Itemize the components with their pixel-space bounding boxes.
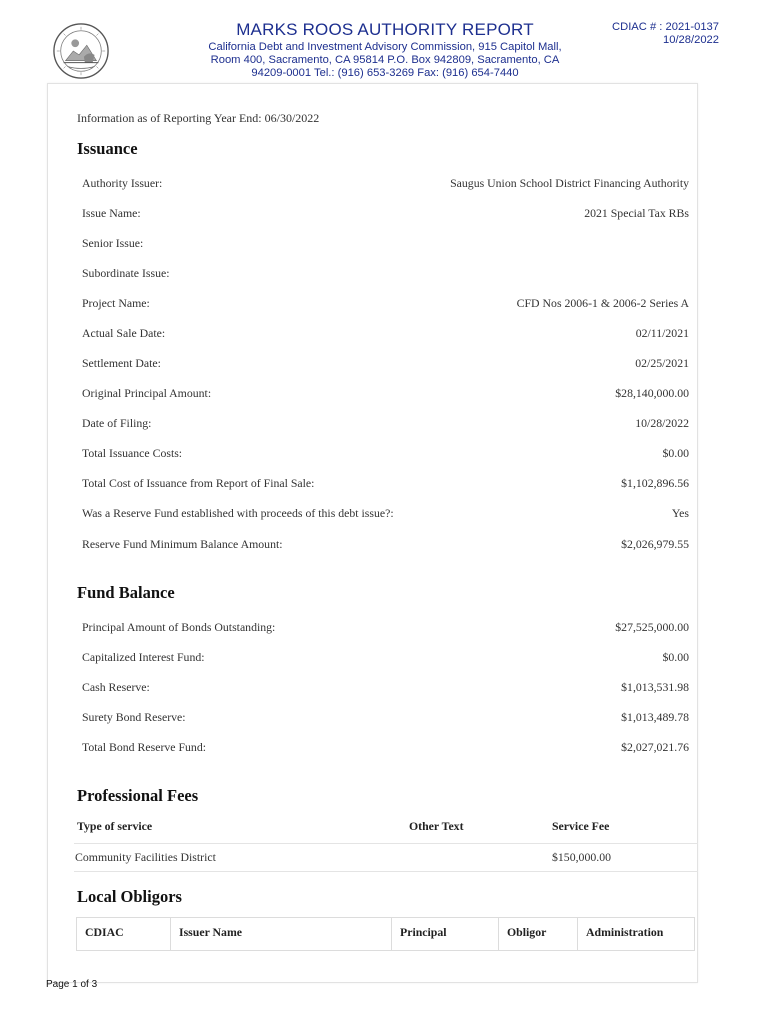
fee-amount-cell: $150,000.00 xyxy=(552,850,611,864)
row-label: Date of Filing: xyxy=(82,416,152,430)
row-label: Total Bond Reserve Fund: xyxy=(82,740,207,754)
row-value: 02/25/2021 xyxy=(635,356,689,370)
row-label: Project Name: xyxy=(82,296,150,310)
row-label: Principal Amount of Bonds Outstanding: xyxy=(82,620,276,634)
row-value: CFD Nos 2006-1 & 2006-2 Series A xyxy=(516,296,689,310)
address-line: California Debt and Investment Advisory Commission, 915 Capitol Mall, xyxy=(208,41,562,53)
issuance-row xyxy=(82,266,689,282)
fund-balance-row xyxy=(82,740,689,756)
row-label: Capitalized Interest Fund: xyxy=(82,650,205,664)
row-label: Reserve Fund Minimum Balance Amount: xyxy=(82,537,283,551)
issuance-heading: Issuance xyxy=(77,139,138,158)
report-meta xyxy=(612,21,719,47)
row-value: $27,525,000.00 xyxy=(615,620,689,634)
address-line: Room 400, Sacramento, CA 95814 P.O. Box 942809, Sacramento, CA xyxy=(210,54,560,67)
row-value: Saugus Union School District Financing Authority xyxy=(450,176,689,190)
row-value: $1,102,896.56 xyxy=(621,476,689,490)
address-line: 94209-0001 Tel.: (916) 653-3269 Fax: (916) 654-7440 xyxy=(251,67,519,80)
row-value: $2,026,979.55 xyxy=(621,537,689,551)
reporting-year-end: Information as of Reporting Year End: 06/30/2022 xyxy=(77,111,320,125)
california-seal-logo xyxy=(52,22,110,80)
fund-balance-heading: Fund Balance xyxy=(77,583,175,602)
column-header-issuer-name: Issuer Name xyxy=(171,918,392,950)
column-header-obligor: Obligor xyxy=(499,918,578,950)
row-value: $1,013,531.98 xyxy=(621,680,689,694)
row-label: Issue Name: xyxy=(82,206,141,220)
column-header-other-text: Other Text xyxy=(409,819,464,833)
local-obligors-table xyxy=(76,917,695,951)
row-value: $2,027,021.76 xyxy=(621,740,689,754)
issuance-row xyxy=(82,176,689,192)
row-label: Subordinate Issue: xyxy=(82,266,170,280)
row-label: Total Cost of Issuance from Report of Final Sale: xyxy=(82,476,315,490)
report-date: 10/28/2022 xyxy=(663,34,719,46)
column-header-principal: Principal xyxy=(392,918,499,950)
report-title: MARKS ROOS AUTHORITY REPORT xyxy=(236,20,534,39)
row-label: Settlement Date: xyxy=(82,356,161,370)
row-value: 10/28/2022 xyxy=(635,416,689,430)
row-value: $0.00 xyxy=(662,650,689,664)
issuance-row xyxy=(82,296,689,312)
issuance-row xyxy=(82,476,689,492)
professional-fees-heading: Professional Fees xyxy=(77,786,199,805)
row-label: Actual Sale Date: xyxy=(82,326,166,340)
issuance-row xyxy=(82,356,689,372)
issuance-row xyxy=(82,206,689,222)
fund-balance-row xyxy=(82,710,689,726)
local-obligors-heading: Local Obligors xyxy=(77,887,182,906)
issuance-row xyxy=(82,236,689,252)
issuance-row xyxy=(82,416,689,432)
column-header-administration: Administration xyxy=(586,925,664,939)
fund-balance-row xyxy=(82,680,689,696)
cdiac-number: CDIAC # : 2021-0137 xyxy=(612,21,719,33)
page-number: Page 1 of 3 xyxy=(46,979,98,990)
row-label: Was a Reserve Fund established with proceeds of this debt issue?: xyxy=(82,506,394,520)
issuance-row xyxy=(82,386,689,402)
column-header-cdiac: CDIAC xyxy=(77,918,171,950)
issuance-row xyxy=(82,537,689,553)
row-value: 2021 Special Tax RBs xyxy=(584,206,689,220)
row-value: $1,013,489.78 xyxy=(621,710,689,724)
column-header-service-fee: Service Fee xyxy=(552,819,610,833)
column-header-type-of-service: Type of service xyxy=(77,819,153,833)
table-divider xyxy=(74,871,698,872)
row-label: Surety Bond Reserve: xyxy=(82,710,186,724)
table-divider xyxy=(74,843,698,844)
issuance-row xyxy=(82,326,689,342)
row-value: $0.00 xyxy=(662,446,689,460)
row-label: Cash Reserve: xyxy=(82,680,150,694)
row-value: $28,140,000.00 xyxy=(615,386,689,400)
fund-balance-row xyxy=(82,620,689,636)
fund-balance-row xyxy=(82,650,689,666)
row-value: Yes xyxy=(671,506,689,520)
issuance-row xyxy=(82,506,689,522)
row-label: Total Issuance Costs: xyxy=(82,446,183,460)
fee-type-cell: Community Facilities District xyxy=(75,850,216,864)
commission-address xyxy=(180,41,590,81)
row-label: Senior Issue: xyxy=(82,236,144,250)
row-label: Authority Issuer: xyxy=(82,176,163,190)
row-label: Original Principal Amount: xyxy=(82,386,212,400)
issuance-row xyxy=(82,446,689,462)
row-value: 02/11/2021 xyxy=(635,326,689,340)
